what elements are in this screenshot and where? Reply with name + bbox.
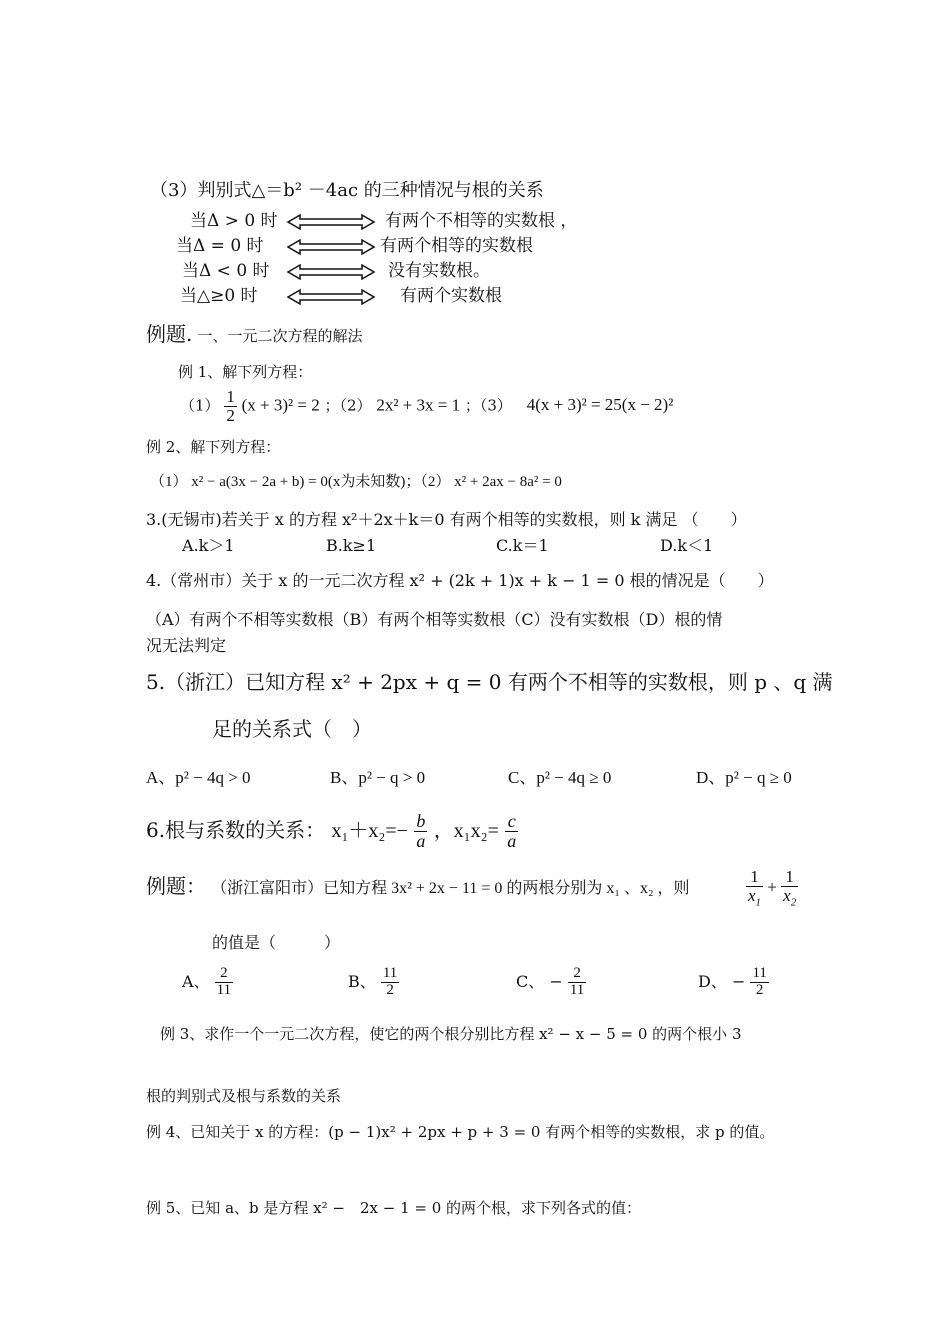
- q5-option-d: D、p² − q ≥ 0: [696, 768, 792, 787]
- result-4: 有两个实数根: [400, 286, 502, 306]
- ex1-part2-expr: 2x² + 3x = 1: [376, 395, 461, 415]
- q5-stem2: 足的关系式（ ）: [212, 717, 372, 741]
- q5-option-a: A、p² − 4q > 0: [146, 768, 251, 787]
- q6-label: 6.根与系数的关系：: [146, 817, 326, 842]
- fuyang-option-b: B、 $\frac{11}{2}$: [348, 965, 398, 998]
- q6-prod: ，x₁x₂=: [433, 819, 499, 842]
- q5-option-b: B、p² − q > 0: [330, 768, 426, 787]
- examples-subtitle: 一、一元二次方程的解法: [197, 327, 363, 345]
- fraction: $\frac{1}{2}$: [226, 387, 235, 425]
- fraction: $\frac{2}{11}$: [216, 965, 232, 998]
- fraction: $\frac{b}{a}$: [416, 811, 426, 851]
- fraction: $\frac{c}{a}$: [507, 811, 517, 851]
- double-arrow-icon: [286, 287, 376, 307]
- fraction: $\frac{1}{x_2}$: [783, 867, 797, 909]
- fraction: $\frac{2}{11}$: [569, 965, 585, 998]
- cond-text: 当Δ > 0 时: [190, 211, 278, 231]
- cond-text: 当Δ = 0 时: [176, 236, 264, 256]
- section3-heading: （3）判别式△＝b² －4ac 的三种情况与根的关系: [150, 180, 544, 201]
- q3-option-c: C.k＝1: [496, 536, 549, 555]
- double-arrow-icon: [286, 237, 376, 257]
- q3-option-b: B.k≥1: [326, 536, 377, 555]
- fuyang-stem: （浙江富阳市）已知方程 3x² + 2x − 11 = 0 的两根分别为 x₁ 、x₂ ，则: [211, 880, 690, 897]
- cond-text: 当Δ < 0 时: [182, 261, 270, 281]
- fuyang-option-d: D、 − $\frac{11}{2}$: [698, 965, 767, 998]
- examples-title-line: [146, 322, 362, 346]
- cond-text: 当△≥0 时: [180, 286, 258, 306]
- q4-options-line1: （A）有两个不相等实数根（B）有两个相等实数根（C）没有实数根（D）根的情: [146, 610, 723, 629]
- cond-row-4: [180, 286, 258, 306]
- fuyang-option-a: A、 $\frac{2}{11}$: [182, 965, 232, 998]
- result-2: 有两个相等的实数根: [380, 236, 533, 256]
- q4-stem: 4.（常州市）关于 x 的一元二次方程 x² + (2k + 1)x + k − 1 = 0 根的情况是（ ）: [146, 571, 774, 590]
- ex2-label: 例 2、解下列方程：: [146, 438, 281, 456]
- ex1-part1-label: （1）: [180, 396, 220, 415]
- q6-sum: x₁＋x₂=−: [331, 819, 408, 842]
- q3-option-a: A.k＞1: [182, 536, 235, 555]
- ex1-part2-label: ；（2）: [324, 396, 372, 415]
- cond-row-2: [176, 236, 264, 256]
- fraction: $\frac{1}{x_1}$: [748, 867, 762, 909]
- ex1-part3-label: ；（3）: [464, 396, 512, 415]
- fuyang-sum-fracs: $\frac{1}{x_1}$ + $\frac{1}{x_2}$: [748, 867, 797, 909]
- double-arrow-icon: [286, 212, 376, 232]
- ex1-label: 例 1、解下列方程：: [178, 363, 313, 381]
- double-arrow-icon: [286, 262, 376, 282]
- examples-title: 例题.: [146, 322, 193, 346]
- q5-stem: 5.（浙江）已知方程 x² + 2px + q = 0 有两个不相等的实数根，则 p 、q 满: [146, 670, 833, 694]
- q3-option-d: D.k＜1: [660, 536, 714, 555]
- ex5: 例 5、已知 a、b 是方程 x² − 2x − 1 = 0 的两个根，求下列各式的值：: [146, 1199, 642, 1217]
- ex4: 例 4、已知关于 x 的方程：(p − 1)x² + 2px + p + 3 = 0 有两个相等的实数根，求 p 的值。: [146, 1123, 775, 1141]
- fuyang-tail: 的值是（ ）: [212, 933, 341, 952]
- q4-options-line2: 况无法判定: [146, 636, 227, 655]
- ex1-part3-expr: 4(x + 3)² = 25(x − 2)²: [526, 395, 674, 415]
- fuyang-line: [146, 874, 690, 898]
- section-title: 根的判别式及根与系数的关系: [146, 1087, 342, 1105]
- q3-stem: 3.(无锡市)若关于 x 的方程 x²＋2x＋k＝0 有两个相等的实数根，则 k 满足 （ ）: [146, 510, 747, 529]
- ex1-part1-expr: (x + 3)² = 2: [241, 395, 320, 415]
- result-3: 没有实数根。: [388, 261, 490, 281]
- result-1: 有两个不相等的实数根 ，: [385, 211, 578, 231]
- ex2-line: （1） x² − a(3x − 2a + b) = 0(x为未知数)；（2） x² + 2ax − 8a² = 0: [150, 474, 562, 490]
- q5-option-c: C、p² − 4q ≥ 0: [508, 768, 612, 787]
- fuyang-option-c: C、 − $\frac{2}{11}$: [516, 965, 585, 998]
- q6-line: [146, 812, 518, 851]
- cond-row-3: [182, 261, 270, 281]
- fraction: $\frac{11}{2}$: [752, 965, 767, 998]
- fraction: $\frac{11}{2}$: [382, 965, 398, 998]
- fuyang-title: 例题：: [146, 874, 206, 898]
- ex1-line: [180, 388, 673, 425]
- ex3: 例 3、求作一个一元二次方程，使它的两个根分别比方程 x² − x − 5 = 0 的两个根小 3: [160, 1025, 742, 1043]
- cond-row-1: [190, 211, 278, 231]
